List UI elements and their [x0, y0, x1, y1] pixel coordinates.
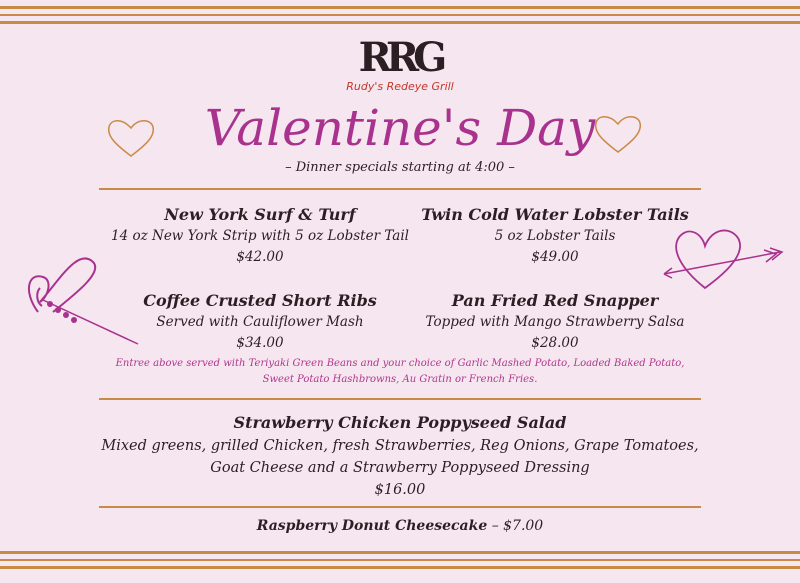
logo-mark: RRG	[358, 34, 442, 81]
menu-item-price: $49.00	[531, 249, 579, 265]
menu-item-name: Twin Cold Water Lobster Tails	[421, 205, 689, 224]
menu-item-name: Strawberry Chicken Poppyseed Salad	[233, 413, 567, 432]
menu-item-price: $28.00	[531, 335, 579, 351]
divider	[99, 506, 701, 508]
menu-item-desc: Topped with Mango Strawberry Salsa	[425, 314, 685, 330]
bottom-stripes	[0, 551, 800, 574]
divider	[99, 188, 701, 190]
menu-item-salad	[100, 411, 700, 501]
dessert-name: Raspberry Donut Cheesecake	[256, 518, 488, 534]
menu-item	[100, 204, 420, 268]
logo-name: Rudy's Redeye Grill	[346, 80, 454, 93]
menu-item-dessert	[200, 518, 600, 534]
menu-item-desc: 14 oz New York Strip with 5 oz Lobster Tail	[111, 228, 409, 244]
menu-item-desc: 5 oz Lobster Tails	[494, 228, 616, 244]
menu-item	[100, 290, 420, 354]
menu-item	[405, 290, 705, 354]
menu-item-name: Coffee Crusted Short Ribs	[143, 291, 377, 310]
divider	[99, 398, 701, 400]
dessert-price: – $7.00	[491, 518, 544, 534]
menu-item-name: New York Surf & Turf	[164, 205, 356, 224]
menu-item-price: $42.00	[236, 249, 284, 265]
page-subtitle: – Dinner specials starting at 4:00 –	[285, 160, 515, 175]
menu-item-desc: Served with Cauliflower Mash	[156, 314, 364, 330]
entree-note: Entree above served with Teriyaki Green Beans and your choice of Garlic Mashed Potato, Loaded Baked Potato, Sweet Potato Hashbrowns, Au Gratin or French Fries.	[115, 358, 685, 385]
menu-item-price: $34.00	[236, 335, 284, 351]
top-stripes	[0, 0, 800, 29]
heart-scribble-icon	[18, 252, 148, 352]
menu-item-name: Pan Fried Red Snapper	[451, 291, 659, 310]
heart-arrow-icon	[660, 218, 790, 298]
menu-item-price: $16.00	[374, 482, 426, 498]
menu-item-desc: Mixed greens, grilled Chicken, fresh Strawberries, Reg Onions, Grape Tomatoes, Goat Cheese and a Strawberry Poppyseed Dressing	[101, 438, 699, 476]
page-title: Valentine's Day	[204, 99, 596, 157]
restaurant-logo	[344, 34, 456, 93]
